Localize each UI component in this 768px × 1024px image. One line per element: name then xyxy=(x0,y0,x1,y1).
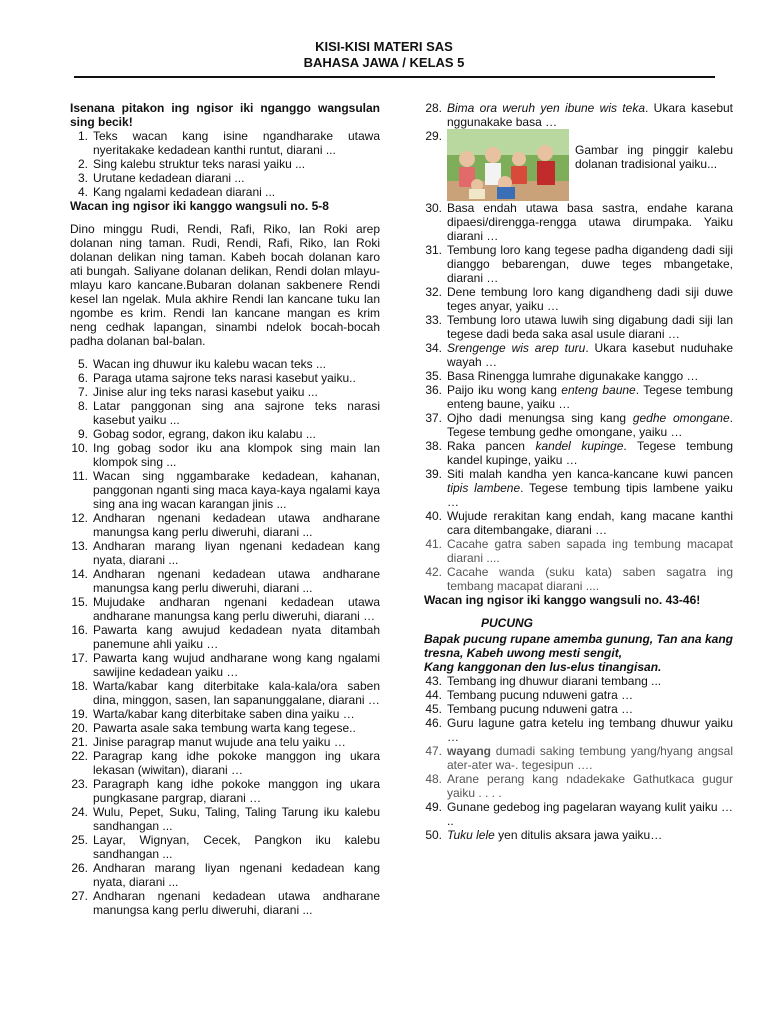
question-item xyxy=(70,567,380,595)
question-item xyxy=(70,623,380,651)
question-item xyxy=(424,772,733,800)
question-number: 41. xyxy=(425,537,442,551)
question-number: 35. xyxy=(425,369,442,383)
question-list-d xyxy=(424,674,733,842)
question-number: 49. xyxy=(425,800,442,814)
question-text: Layar, Wignyan, Cecek, Pangkon iku kalebu sandhangan ... xyxy=(93,833,380,861)
question-item xyxy=(424,800,733,828)
question-number: 6. xyxy=(77,371,88,385)
question-number: 4. xyxy=(77,185,88,199)
question-number: 18. xyxy=(71,679,88,693)
question-text: Paragrap kang idhe pokoke manggon ing ukara lekasan (wiwitan), diarani … xyxy=(93,749,380,777)
question-item xyxy=(424,341,733,369)
question-text: . Ukara kasebut nuduhake wayah … xyxy=(447,341,733,369)
question-item xyxy=(70,441,380,469)
question-italic: kandel kupinge xyxy=(535,439,624,453)
question-text: . Tegese tembung kandel kupinge, yaiku … xyxy=(447,439,733,467)
question-item xyxy=(70,595,380,623)
right-column xyxy=(424,101,733,842)
children-playing-image xyxy=(447,129,569,201)
question-item xyxy=(70,749,380,777)
question-number: 24. xyxy=(71,805,88,819)
image-row xyxy=(447,129,733,201)
question-number: 29. xyxy=(425,129,442,143)
question-item xyxy=(424,383,733,411)
question-number: 33. xyxy=(425,313,442,327)
question-list-c xyxy=(424,101,733,593)
question-text: Arane perang kang ndadekake Gathutkaca gugur yaiku . . . . xyxy=(447,772,733,800)
question-text: Paijo iku wong kang xyxy=(447,383,562,397)
question-number: 47. xyxy=(425,744,442,758)
question-item xyxy=(70,511,380,539)
question-text: Gunane gedebog ing pagelaran wayang kulit yaiku … .. xyxy=(447,800,733,828)
question-item xyxy=(424,369,733,383)
question-list-b xyxy=(70,357,380,917)
question-number: 27. xyxy=(71,889,88,903)
question-item xyxy=(70,889,380,917)
question-text: Latar panggonan sing ana sajrone teks narasi kasebut yaiku ... xyxy=(93,399,380,427)
question-text: Tembung loro utawa luwih sing digabung dadi siji lan tegese dadi beda saka asal usule diarani … xyxy=(447,313,733,341)
question-item xyxy=(70,777,380,805)
question-text: Urutane kedadean diarani ... xyxy=(93,171,245,185)
question-italic: gedhe omongane xyxy=(632,411,730,425)
question-item xyxy=(70,805,380,833)
question-number: 15. xyxy=(71,595,88,609)
question-number: 5. xyxy=(77,357,88,371)
question-number: 38. xyxy=(425,439,442,453)
question-item xyxy=(424,411,733,439)
question-number: 14. xyxy=(71,567,88,581)
question-text: Andharan ngenani kedadean utawa andharane manungsa kang perlu diweruhi, diarani ... xyxy=(93,511,380,539)
question-number: 50. xyxy=(425,828,442,842)
question-number: 9. xyxy=(77,427,88,441)
question-text: Teks wacan kang isine ngandharake utawa nyeritakake kedadean kanthi runtut, diarani ... xyxy=(93,129,380,157)
question-text: Tembang pucung nduweni gatra … xyxy=(447,702,634,716)
question-item xyxy=(70,469,380,511)
question-item xyxy=(70,157,380,171)
question-item xyxy=(424,243,733,285)
question-text: Cacahe gatra saben sapada ing tembung macapat diarani .... xyxy=(447,537,733,565)
question-number: 42. xyxy=(425,565,442,579)
question-item xyxy=(70,357,380,371)
question-item xyxy=(424,129,733,201)
question-text: Wujude rerakitan kang endah, kang macane kanthi cara ditembangake, diarani … xyxy=(447,509,733,537)
question-italic: tipis lambene xyxy=(447,481,521,495)
question-number: 44. xyxy=(425,688,442,702)
question-number: 7. xyxy=(77,385,88,399)
question-number: 48. xyxy=(425,772,442,786)
question-number: 13. xyxy=(71,539,88,553)
question-number: 2. xyxy=(77,157,88,171)
question-number: 17. xyxy=(71,651,88,665)
question-text: Cacahe wanda (suku kata) saben sagatra ing tembang macapat diarani .... xyxy=(447,565,733,593)
question-text: Wacan ing dhuwur iku kalebu wacan teks ... xyxy=(93,357,327,371)
header-divider xyxy=(74,76,715,78)
question-text: Andharan ngenani kedadean utawa andharane manungsa kang perlu diweruhi, diarani ... xyxy=(93,889,380,917)
question-item xyxy=(70,721,380,735)
question-item xyxy=(70,427,380,441)
question-item xyxy=(424,467,733,509)
question-italic: enteng baune xyxy=(561,383,636,397)
question-number: 19. xyxy=(71,707,88,721)
question-text: Dene tembung loro kang digandheng dadi siji duwe teges anyar, yaiku … xyxy=(447,285,733,313)
question-text: . Tegese tembung tipis lambene yaiku … xyxy=(447,481,733,509)
question-number: 11. xyxy=(72,469,88,483)
question-item xyxy=(424,744,733,772)
question-item xyxy=(70,861,380,889)
question-number: 34. xyxy=(425,341,442,355)
question-text: Pawarta asale saka tembung warta kang tegese.. xyxy=(93,721,356,735)
question-item xyxy=(424,439,733,467)
question-text: dumadi saking tembung yang/hyang angsal ater-ater wa-. tegesipun …. xyxy=(447,744,733,772)
question-text: Mujudake andharan ngenani kedadean utawa andharane manungsa kang perlu diweruhi, diarani … xyxy=(93,595,380,623)
question-number: 30. xyxy=(425,201,442,215)
question-number: 40. xyxy=(425,509,442,523)
question-italic: Bima ora weruh yen ibune wis teka xyxy=(447,101,645,115)
pucung-title: PUCUNG xyxy=(481,616,534,630)
question-text: Ojho dadi menungsa sing kang xyxy=(447,411,633,425)
question-number: 31. xyxy=(425,243,442,257)
left-column xyxy=(70,101,380,917)
document-subtitle: BAHASA JAWA / KELAS 5 xyxy=(303,55,465,70)
question-text: Wacan sing nggambarake kedadean, kahanan, panggonan nganti sing maca kaya-kaya ngalami kaya sing ana ing wacan karangan jinis ... xyxy=(93,469,380,511)
question-number: 39. xyxy=(425,467,442,481)
question-text: Ing gobag sodor iku ana klompok sing main lan klompok sing ... xyxy=(93,441,380,469)
question-text: Sing kalebu struktur teks narasi yaiku ... xyxy=(93,157,306,171)
question-text: Guru lagune gatra ketelu ing tembang dhuwur yaiku … xyxy=(447,716,733,744)
pucung-line-2: Kang kanggonan den lus-elus tinangisan. xyxy=(424,660,662,674)
question-item xyxy=(424,537,733,565)
question-text: Warta/kabar kang diterbitake saben dina yaiku … xyxy=(93,707,355,721)
question-italic: Tuku lele xyxy=(447,828,495,842)
question-number: 43. xyxy=(425,674,442,688)
question-text: Raka pancen xyxy=(447,439,536,453)
question-text: Basa endah utawa basa sastra, endahe karana dipaesi/direngga-rengga utawa dirumpaka. Yaiku diarani … xyxy=(447,201,733,243)
question-number: 20. xyxy=(71,721,88,735)
question-italic: Srengenge wis arep turu xyxy=(447,341,586,355)
question-item xyxy=(70,735,380,749)
question-number: 23. xyxy=(71,777,88,791)
question-text: Kang ngalami kedadean diarani ... xyxy=(93,185,276,199)
question-text: Jinise paragrap manut wujude ana telu yaiku … xyxy=(93,735,346,749)
question-text: Pawarta kang wujud andharane wong kang ngalami sawijine kedadean yaiku … xyxy=(93,651,380,679)
question-number: 45. xyxy=(425,702,442,716)
question-text: Jinise alur ing teks narasi kasebut yaiku ... xyxy=(93,385,318,399)
question-item xyxy=(424,674,733,688)
question-text: . Tegese tembung enteng baune, yaiku … xyxy=(447,383,733,411)
pucung-heading: Wacan ing ngisor iki kanggo wangsuli no. 43-46! xyxy=(424,593,701,607)
question-number: 37. xyxy=(425,411,442,425)
question-item xyxy=(424,716,733,744)
question-text: Andharan marang liyan ngenani kedadean kang nyata, diarani ... xyxy=(93,861,380,889)
question-number: 26. xyxy=(71,861,88,875)
instruction: Isenana pitakon ing ngisor iki nganggo wangsulan sing becik! xyxy=(70,101,380,129)
question-item xyxy=(424,313,733,341)
question-item xyxy=(424,509,733,537)
question-item xyxy=(70,651,380,679)
question-text: Andharan ngenani kedadean utawa andharane manungsa kang perlu diweruhi, diarani ... xyxy=(93,567,380,595)
question-text: Siti malah kandha yen kanca-kancane kuwi pancen xyxy=(447,467,733,481)
photo-illustration xyxy=(447,129,569,201)
question-item xyxy=(424,565,733,593)
question-item xyxy=(70,707,380,721)
question-text: Paragraph kang idhe pokoke manggon ing ukara pungkasane pargrap, diarani … xyxy=(93,777,380,805)
question-number: 21. xyxy=(71,735,88,749)
question-number: 22. xyxy=(71,749,88,763)
question-number: 1. xyxy=(77,129,88,143)
question-text: Tembang ing dhuwur diarani tembang ... xyxy=(447,674,662,688)
question-number: 3. xyxy=(77,171,88,185)
question-number: 8. xyxy=(77,399,88,413)
question-item xyxy=(424,828,733,842)
question-number: 28. xyxy=(425,101,442,115)
question-text: Andharan marang liyan ngenani kedadean kang nyata, diarani ... xyxy=(93,539,380,567)
question-list-a xyxy=(70,129,380,199)
question-text: Basa Rinengga lumrahe digunakake kanggo … xyxy=(447,369,699,383)
question-number: 12. xyxy=(71,511,88,525)
question-item xyxy=(70,371,380,385)
question-item xyxy=(424,702,733,716)
question-number: 25. xyxy=(71,833,88,847)
question-text: Warta/kabar kang diterbitake kala-kala/ora saben dina, minggon, sasen, lan sapanunggalane, diarani … xyxy=(93,679,380,707)
question-text: Paraga utama sajrone teks narasi kasebut yaiku.. xyxy=(93,371,356,385)
reading-heading: Wacan ing ngisor iki kanggo wangsuli no. 5-8 xyxy=(70,199,329,213)
question-number: 16. xyxy=(71,623,88,637)
question-number: 46. xyxy=(425,716,442,730)
question-item xyxy=(70,185,380,199)
question-text: . Tegese tembung gedhe omongane, yaiku … xyxy=(447,411,733,439)
question-item xyxy=(70,129,380,157)
question-item xyxy=(70,539,380,567)
question-item xyxy=(70,399,380,427)
question-text: Gobag sodor, egrang, dakon iku kalabu ... xyxy=(93,427,316,441)
question-item xyxy=(424,101,733,129)
question-text: . Ukara kasebut nggunakake basa … xyxy=(447,101,734,129)
document-title: KISI-KISI MATERI SAS xyxy=(315,39,453,54)
question-item xyxy=(70,385,380,399)
reading-passage: Dino minggu Rudi, Rendi, Rafi, Riko, lan Roki arep dolanan ning taman. Rudi, Rendi, Rafi, Riko, lan Roki dolanan delikan ning taman. Kabeh bocah dolanan karo ati bungah. Saliyane dolanan delikan, Rendi dolan mlayu-mlayu karo kancane.Bubaran dolanan sakbenere Rendi kesel lan ngelak. Mula akhire Rendi lan kancane tuku lan ngombe es krim. Rendi lan kancane mangan es krim neng cedhak lapangan, sinambi ndelok bocah-bocah padha dolanan bal-balan. xyxy=(70,222,380,348)
question-bold: wayang xyxy=(447,744,492,758)
question-text: Tembang pucung nduweni gatra … xyxy=(447,688,634,702)
pucung-line-1: Bapak pucung rupane amemba gunung, Tan ana kang tresna, Kabeh uwong mesti sengit, xyxy=(424,632,733,660)
question-item xyxy=(424,688,733,702)
question-text: Tembung loro kang tegese padha digandeng dadi siji dianggo bebarengan, duwe teges mbangetake, diarani … xyxy=(447,243,733,285)
question-item xyxy=(70,833,380,861)
question-text: yen ditulis aksara jawa yaiku… xyxy=(494,828,663,842)
question-item xyxy=(70,679,380,707)
question-text: Wulu, Pepet, Suku, Taling, Taling Tarung iku kalebu sandhangan ... xyxy=(93,805,380,833)
question-text: Gambar ing pinggir kalebu dolanan tradisional yaiku... xyxy=(575,143,733,171)
question-text: Pawarta kang awujud kedadean nyata ditambah panemune ahli yaiku … xyxy=(93,623,380,651)
question-item xyxy=(424,285,733,313)
question-number: 36. xyxy=(425,383,442,397)
question-number: 10. xyxy=(71,441,88,455)
question-item xyxy=(424,201,733,243)
question-number: 32. xyxy=(425,285,442,299)
question-item xyxy=(70,171,380,185)
